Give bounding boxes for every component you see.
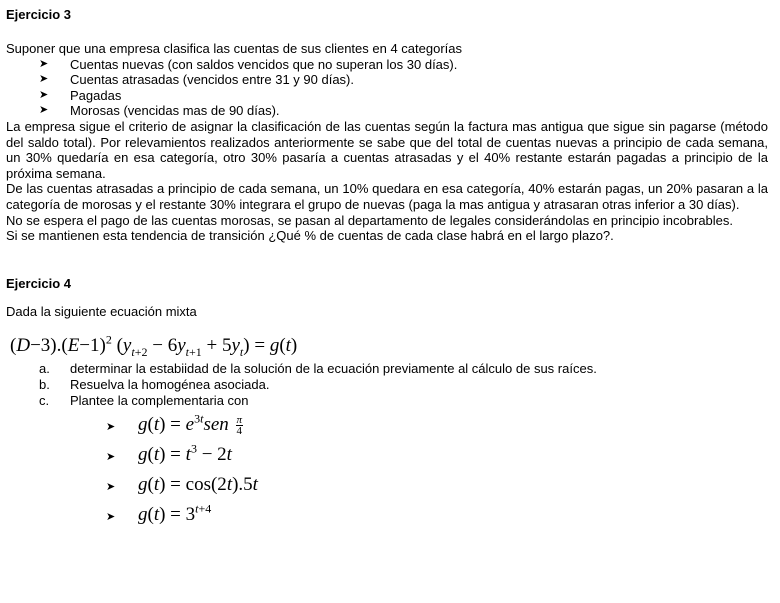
paragraph: De las cuentas atrasadas a principio de cada semana, un 10% quedara en esa categoría, 40% estarán pagas, un 20% pasaran a la categoría de morosas y el restante 30% integrara el grupo de nuevas (paga la mas antigua y atrasaran otras inferior a 30 días). (6, 181, 768, 212)
list-item: c. Plantee la complementaria con (39, 392, 249, 408)
list-item: ➤ Cuentas nuevas (con saldos vencidos que no superan los 30 días). (39, 56, 458, 72)
g-formula: $g(t) = 3^{t+4}$ (138, 501, 212, 526)
g-function-option (6, 472, 768, 502)
g-formula: g(t) = cos(2t).5t (138, 474, 258, 496)
g-formula: $g(t) = e^{3t}sen$ $\frac{\pi}{4}$ (138, 411, 243, 438)
arrow-bullet-icon: ➤ (39, 57, 49, 70)
g-formula: $g(t) = t^3 - 2t$ (138, 441, 232, 466)
exercise-3-title: Ejercicio 3 (6, 7, 72, 22)
arrow-bullet-icon: ➤ (106, 421, 116, 434)
g-function-option (6, 412, 768, 442)
exercise-4-intro: Dada la siguiente ecuación mixta (6, 303, 197, 319)
arrow-bullet-icon: ➤ (39, 104, 49, 117)
category-list (6, 57, 768, 119)
list-item: ➤ Pagadas (39, 87, 122, 103)
g-function-option (6, 442, 768, 472)
list-item: b. Resuelva la homogénea asociada. (39, 376, 270, 392)
g-function-option (6, 502, 768, 532)
arrow-bullet-icon: ➤ (106, 481, 116, 494)
paragraph: La empresa sigue el criterio de asignar la clasificación de las cuentas según la factura mas antigua que sigue sin pagarse (método del saldo total). Por relevamientos realizados anteriormente se sabe que del total de cuentas nuevas a principio de cada semana, un 30% quedaría en esa categoría, otro 30% pasaría a cuentas atrasadas y el 40% restante estarán pagadas a principio de la próxima semana. (6, 118, 768, 181)
arrow-bullet-icon: ➤ (39, 88, 49, 101)
mixed-equation: $(D-3).(E-1)^2$ $(y_{t+2} - 6y_{t+1} + 5y_t) = g(t)$ (10, 332, 298, 360)
list-item: a. determinar la estabiidad de la solución de la ecuación previamente al cálculo de sus raíces. (39, 361, 597, 377)
task-list (6, 361, 768, 408)
arrow-bullet-icon: ➤ (106, 451, 116, 464)
document-page (6, 7, 768, 532)
list-item: ➤ Morosas (vencidas mas de 90 días). (39, 103, 280, 119)
exercise-3-intro: Suponer que una empresa clasifica las cuentas de sus clientes en 4 categorías (6, 41, 462, 56)
arrow-bullet-icon: ➤ (39, 73, 49, 86)
list-item: ➤ Cuentas atrasadas (vencidos entre 31 y 90 días). (39, 72, 354, 88)
paragraph: No se espera el pago de las cuentas morosas, se pasan al departamento de legales considerándolas en principio incobrables. (6, 212, 734, 228)
arrow-bullet-icon: ➤ (106, 511, 116, 524)
paragraph: Si se mantienen esta tendencia de transición ¿Qué % de cuentas de cada clase habrá en el largo plazo?. (6, 228, 614, 244)
exercise-4-title: Ejercicio 4 (6, 275, 72, 291)
